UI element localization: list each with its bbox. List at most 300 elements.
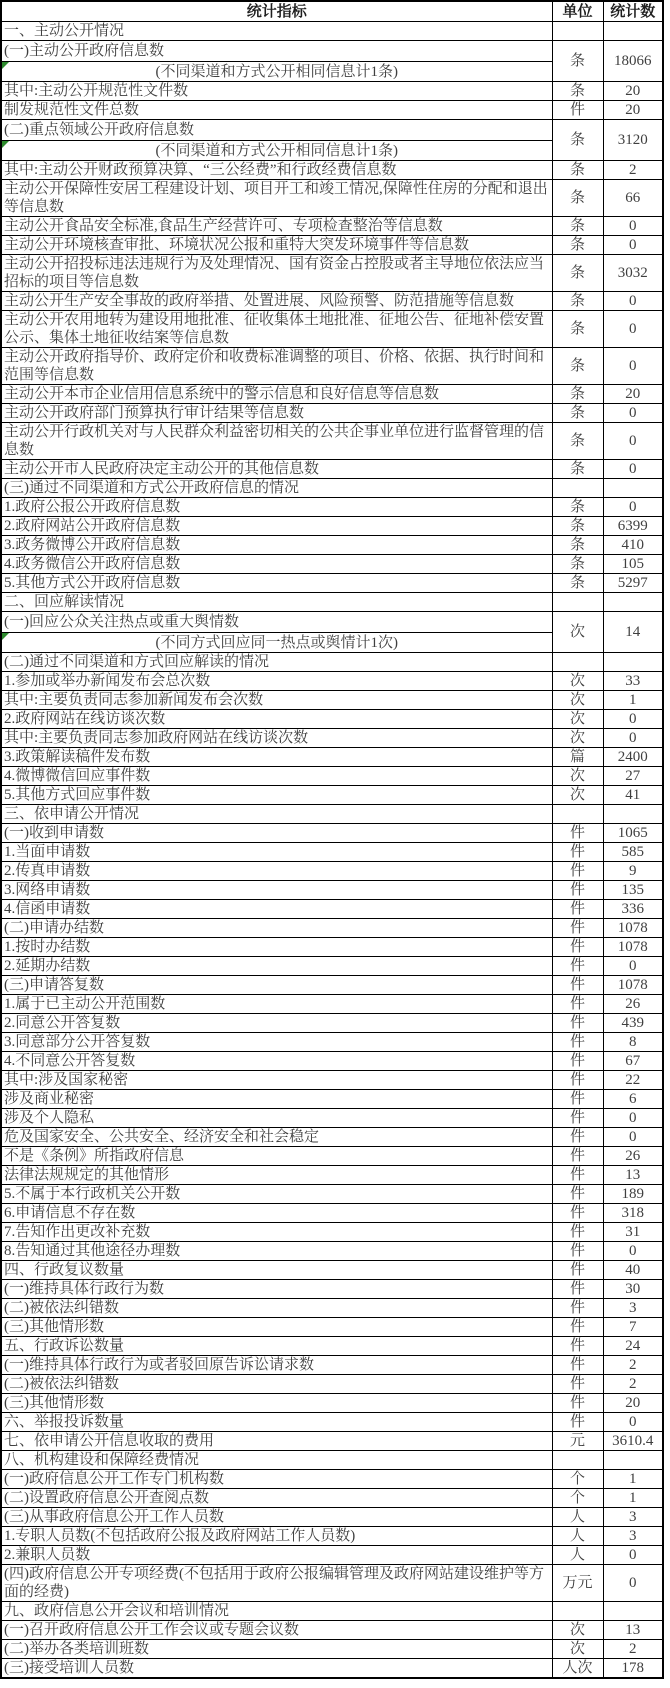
table-row — [1, 101, 663, 120]
value-cell: 0 — [603, 348, 663, 385]
table-row — [1, 1147, 663, 1166]
indicator-cell: 涉及商业秘密 — [1, 1090, 552, 1109]
unit-cell: 条 — [552, 498, 603, 517]
table-row — [1, 348, 663, 385]
indicator-cell: 主动公开生产安全事故的政府举措、处置进展、风险预警、防范措施等信息数 — [1, 292, 552, 311]
unit-cell: 人次 — [552, 1659, 603, 1679]
table-row — [1, 1204, 663, 1223]
unit-cell: 次 — [552, 612, 603, 653]
table-row — [1, 555, 663, 574]
indicator-cell: 3.网络申请数 — [1, 881, 552, 900]
value-cell: 0 — [603, 1109, 663, 1128]
unit-cell: 件 — [552, 900, 603, 919]
table-row — [1, 767, 663, 786]
unit-cell — [552, 593, 603, 612]
table-row — [1, 1242, 663, 1261]
table-row — [1, 1489, 663, 1508]
unit-cell: 件 — [552, 1166, 603, 1185]
stats-table-body — [1, 22, 663, 1679]
unit-cell — [552, 805, 603, 824]
indicator-cell: 2.兼职人员数 — [1, 1546, 552, 1565]
unit-cell — [552, 479, 603, 498]
indicator-cell: 1.当面申请数 — [1, 843, 552, 862]
table-row — [1, 881, 663, 900]
unit-cell: 件 — [552, 1090, 603, 1109]
value-cell: 135 — [603, 881, 663, 900]
indicator-cell: 1.政府公报公开政府信息数 — [1, 498, 552, 517]
table-row — [1, 255, 663, 292]
table-row — [1, 22, 663, 41]
table-row — [1, 995, 663, 1014]
value-cell: 0 — [603, 710, 663, 729]
indicator-cell: 其中:涉及国家秘密 — [1, 1071, 552, 1090]
unit-cell: 条 — [552, 536, 603, 555]
indicator-cell: 5.其他方式回应事件数 — [1, 786, 552, 805]
indicator-cell: 主动公开本市企业信用信息系统中的警示信息和良好信息等信息数 — [1, 385, 552, 404]
header-row — [1, 1, 663, 22]
indicator-cell: 主动公开政府指导价、政府定价和收费标准调整的项目、价格、依据、执行时间和范围等信息数 — [1, 348, 552, 385]
value-cell: 0 — [603, 1565, 663, 1602]
unit-cell: 件 — [552, 1394, 603, 1413]
value-cell: 0 — [603, 1413, 663, 1432]
table-row — [1, 498, 663, 517]
table-row — [1, 748, 663, 767]
value-cell: 6 — [603, 1090, 663, 1109]
table-row — [1, 710, 663, 729]
value-cell: 0 — [603, 292, 663, 311]
indicator-cell: 1.专职人员数(不包括政府公报及政府网站工作人员数) — [1, 1527, 552, 1546]
value-cell — [603, 653, 663, 672]
unit-cell: 条 — [552, 385, 603, 404]
indicator-cell: (一)政府信息公开工作专门机构数 — [1, 1470, 552, 1489]
unit-cell: 件 — [552, 1318, 603, 1337]
table-row — [1, 161, 663, 180]
indicator-cell: 其中:主要负责同志参加新闻发布会次数 — [1, 691, 552, 710]
value-cell: 0 — [603, 423, 663, 460]
table-row — [1, 1090, 663, 1109]
table-row — [1, 1659, 663, 1679]
unit-cell: 条 — [552, 120, 603, 161]
value-cell: 0 — [603, 957, 663, 976]
table-row — [1, 41, 663, 62]
unit-cell: 条 — [552, 311, 603, 348]
indicator-cell: 四、行政复议数量 — [1, 1261, 552, 1280]
indicator-cell: 法律法规规定的其他情形 — [1, 1166, 552, 1185]
unit-cell: 件 — [552, 1052, 603, 1071]
indicator-cell: 主动公开市人民政府决定主动公开的其他信息数 — [1, 460, 552, 479]
unit-cell: 件 — [552, 843, 603, 862]
indicator-cell: 4.微博微信回应事件数 — [1, 767, 552, 786]
table-row — [1, 1109, 663, 1128]
table-row — [1, 1621, 663, 1640]
indicator-cell: (一)召开政府信息公开工作会议或专题会议数 — [1, 1621, 552, 1640]
table-row — [1, 938, 663, 957]
table-row — [1, 1640, 663, 1659]
indicator-cell: 4.信函申请数 — [1, 900, 552, 919]
table-row — [1, 292, 663, 311]
value-cell: 41 — [603, 786, 663, 805]
table-row — [1, 82, 663, 101]
value-cell: 2 — [603, 161, 663, 180]
unit-cell: 条 — [552, 255, 603, 292]
unit-cell: 件 — [552, 101, 603, 120]
value-cell: 3 — [603, 1527, 663, 1546]
value-cell: 0 — [603, 729, 663, 748]
indicator-cell: 主动公开招投标违法违规行为及处理情况、国有资金占控股或者主导地位依法应当招标的项目等信息数 — [1, 255, 552, 292]
value-cell: 26 — [603, 1147, 663, 1166]
value-cell: 318 — [603, 1204, 663, 1223]
indicator-cell: (三)申请答复数 — [1, 976, 552, 995]
table-row — [1, 236, 663, 255]
indicator-cell: 一、主动公开情况 — [1, 22, 552, 41]
value-cell: 24 — [603, 1337, 663, 1356]
indicator-cell: 主动公开行政机关对与人民群众利益密切相关的公共企事业单位进行监督管理的信息数 — [1, 423, 552, 460]
indicator-cell: 三、依申请公开情况 — [1, 805, 552, 824]
value-cell: 0 — [603, 1128, 663, 1147]
value-cell — [603, 1451, 663, 1470]
value-cell: 14 — [603, 612, 663, 653]
indicator-cell: 六、举报投诉数量 — [1, 1413, 552, 1432]
indicator-cell: 主动公开环境核查审批、环境状况公报和重特大突发环境事件等信息数 — [1, 236, 552, 255]
table-row — [1, 919, 663, 938]
unit-cell: 件 — [552, 1071, 603, 1090]
header-indicator: 统计指标 — [1, 1, 552, 22]
table-row — [1, 1318, 663, 1337]
table-row — [1, 1375, 663, 1394]
table-row — [1, 479, 663, 498]
table-row — [1, 1432, 663, 1451]
unit-cell: 件 — [552, 1375, 603, 1394]
value-cell — [603, 1602, 663, 1621]
indicator-cell: (二)设置政府信息公开查阅点数 — [1, 1489, 552, 1508]
indicator-cell: 7.告知作出更改补充数 — [1, 1223, 552, 1242]
table-row — [1, 423, 663, 460]
indicator-cell: 其中:主动公开财政预算决算、“三公经费”和行政经费信息数 — [1, 161, 552, 180]
unit-cell: 个 — [552, 1489, 603, 1508]
indicator-cell: (三)其他情形数 — [1, 1318, 552, 1337]
unit-cell: 次 — [552, 672, 603, 691]
value-cell: 439 — [603, 1014, 663, 1033]
value-cell: 3120 — [603, 120, 663, 161]
indicator-cell: 七、依申请公开信息收取的费用 — [1, 1432, 552, 1451]
value-cell: 2 — [603, 1356, 663, 1375]
table-row — [1, 536, 663, 555]
table-row — [1, 1033, 663, 1052]
indicator-cell: 5.其他方式公开政府信息数 — [1, 574, 552, 593]
unit-cell: 条 — [552, 41, 603, 82]
unit-cell: 件 — [552, 957, 603, 976]
indicator-subnote-cell: (不同渠道和方式公开相同信息计1条) — [1, 62, 552, 82]
indicator-cell: 不是《条例》所指政府信息 — [1, 1147, 552, 1166]
value-cell: 2400 — [603, 748, 663, 767]
value-cell: 178 — [603, 1659, 663, 1679]
unit-cell: 次 — [552, 1621, 603, 1640]
unit-cell: 件 — [552, 881, 603, 900]
unit-cell: 件 — [552, 1413, 603, 1432]
value-cell: 9 — [603, 862, 663, 881]
unit-cell: 条 — [552, 517, 603, 536]
table-row — [1, 862, 663, 881]
table-row — [1, 1451, 663, 1470]
unit-cell: 次 — [552, 729, 603, 748]
table-row — [1, 217, 663, 236]
unit-cell — [552, 1451, 603, 1470]
unit-cell: 条 — [552, 217, 603, 236]
unit-cell: 万元 — [552, 1565, 603, 1602]
table-row — [1, 404, 663, 423]
table-row — [1, 1014, 663, 1033]
unit-cell: 件 — [552, 919, 603, 938]
unit-cell: 次 — [552, 786, 603, 805]
indicator-cell: 2.延期办结数 — [1, 957, 552, 976]
unit-cell: 人 — [552, 1508, 603, 1527]
value-cell: 0 — [603, 1546, 663, 1565]
value-cell: 6399 — [603, 517, 663, 536]
unit-cell: 条 — [552, 236, 603, 255]
unit-cell: 元 — [552, 1432, 603, 1451]
indicator-subnote-cell: (不同渠道和方式公开相同信息计1条) — [1, 141, 552, 161]
indicator-cell: 1.按时办结数 — [1, 938, 552, 957]
value-cell: 8 — [603, 1033, 663, 1052]
table-row — [1, 1299, 663, 1318]
value-cell: 20 — [603, 1394, 663, 1413]
value-cell: 20 — [603, 101, 663, 120]
value-cell: 1 — [603, 1489, 663, 1508]
table-row — [1, 311, 663, 348]
value-cell: 33 — [603, 672, 663, 691]
unit-cell: 条 — [552, 161, 603, 180]
indicator-cell: 1.参加或举办新闻发布会总次数 — [1, 672, 552, 691]
table-row — [1, 900, 663, 919]
value-cell: 66 — [603, 180, 663, 217]
value-cell: 0 — [603, 1242, 663, 1261]
indicator-cell: 危及国家安全、公共安全、经济安全和社会稳定 — [1, 1128, 552, 1147]
table-row — [1, 1261, 663, 1280]
unit-cell: 篇 — [552, 748, 603, 767]
indicator-cell: 其中:主动公开规范性文件数 — [1, 82, 552, 101]
value-cell: 1 — [603, 691, 663, 710]
value-cell: 20 — [603, 385, 663, 404]
indicator-cell: (二)被依法纠错数 — [1, 1299, 552, 1318]
indicator-cell: 5.不属于本行政机关公开数 — [1, 1185, 552, 1204]
value-cell: 0 — [603, 460, 663, 479]
unit-cell: 次 — [552, 691, 603, 710]
value-cell: 3032 — [603, 255, 663, 292]
indicator-cell: 主动公开农用地转为建设用地批准、征收集体土地批准、征地公告、征地补偿安置公示、集体土地征收结案等信息数 — [1, 311, 552, 348]
table-row — [1, 1508, 663, 1527]
indicator-cell: 五、行政诉讼数量 — [1, 1337, 552, 1356]
indicator-cell: (一)主动公开政府信息数 — [1, 41, 552, 62]
table-row — [1, 120, 663, 141]
unit-cell: 条 — [552, 180, 603, 217]
value-cell: 3 — [603, 1508, 663, 1527]
unit-cell: 人 — [552, 1527, 603, 1546]
table-row — [1, 729, 663, 748]
table-row — [1, 1527, 663, 1546]
value-cell: 0 — [603, 404, 663, 423]
value-cell: 1078 — [603, 938, 663, 957]
unit-cell: 件 — [552, 1033, 603, 1052]
unit-cell: 件 — [552, 976, 603, 995]
unit-cell: 件 — [552, 1223, 603, 1242]
table-row — [1, 593, 663, 612]
indicator-cell: 6.申请信息不存在数 — [1, 1204, 552, 1223]
indicator-cell: 3.政务微博公开政府信息数 — [1, 536, 552, 555]
value-cell: 30 — [603, 1280, 663, 1299]
value-cell: 3610.4 — [603, 1432, 663, 1451]
indicator-cell: (三)从事政府信息公开工作人员数 — [1, 1508, 552, 1527]
table-row — [1, 672, 663, 691]
value-cell: 189 — [603, 1185, 663, 1204]
indicator-cell: 主动公开政府部门预算执行审计结果等信息数 — [1, 404, 552, 423]
indicator-cell: (二)通过不同渠道和方式回应解读的情况 — [1, 653, 552, 672]
indicator-cell: 涉及个人隐私 — [1, 1109, 552, 1128]
indicator-cell: 其中:主要负责同志参加政府网站在线访谈次数 — [1, 729, 552, 748]
value-cell: 3 — [603, 1299, 663, 1318]
table-row — [1, 1356, 663, 1375]
indicator-cell: (三)通过不同渠道和方式公开政府信息的情况 — [1, 479, 552, 498]
value-cell: 13 — [603, 1166, 663, 1185]
unit-cell: 件 — [552, 862, 603, 881]
table-row — [1, 1546, 663, 1565]
value-cell: 27 — [603, 767, 663, 786]
indicator-cell: 主动公开保障性安居工程建设计划、项目开工和竣工情况,保障性住房的分配和退出等信息数 — [1, 180, 552, 217]
table-row — [1, 976, 663, 995]
unit-cell: 件 — [552, 1204, 603, 1223]
table-row — [1, 824, 663, 843]
indicator-cell: (二)申请办结数 — [1, 919, 552, 938]
indicator-cell: (三)其他情形数 — [1, 1394, 552, 1413]
unit-cell — [552, 653, 603, 672]
table-row — [1, 1470, 663, 1489]
header-value: 统计数 — [603, 1, 663, 22]
value-cell — [603, 22, 663, 41]
indicator-cell: (二)举办各类培训班数 — [1, 1640, 552, 1659]
table-row — [1, 1223, 663, 1242]
value-cell: 410 — [603, 536, 663, 555]
value-cell: 5297 — [603, 574, 663, 593]
value-cell: 67 — [603, 1052, 663, 1071]
unit-cell: 件 — [552, 1242, 603, 1261]
unit-cell: 条 — [552, 82, 603, 101]
table-row — [1, 1394, 663, 1413]
unit-cell: 件 — [552, 1299, 603, 1318]
table-row — [1, 1071, 663, 1090]
indicator-cell: 8.告知通过其他途径办理数 — [1, 1242, 552, 1261]
value-cell: 0 — [603, 217, 663, 236]
unit-cell: 件 — [552, 938, 603, 957]
unit-cell: 件 — [552, 995, 603, 1014]
table-row — [1, 1337, 663, 1356]
unit-cell — [552, 1602, 603, 1621]
unit-cell: 个 — [552, 1470, 603, 1489]
excel-flag-icon — [2, 62, 9, 69]
unit-cell: 件 — [552, 1356, 603, 1375]
value-cell: 40 — [603, 1261, 663, 1280]
table-row — [1, 612, 663, 633]
table-row — [1, 574, 663, 593]
indicator-cell: 八、机构建设和保障经费情况 — [1, 1451, 552, 1470]
table-row — [1, 805, 663, 824]
table-row — [1, 1185, 663, 1204]
value-cell: 1078 — [603, 919, 663, 938]
unit-cell: 件 — [552, 1147, 603, 1166]
value-cell: 1078 — [603, 976, 663, 995]
unit-cell: 条 — [552, 292, 603, 311]
unit-cell: 条 — [552, 423, 603, 460]
indicator-cell: 二、回应解读情况 — [1, 593, 552, 612]
indicator-cell: (二)重点领域公开政府信息数 — [1, 120, 552, 141]
table-row — [1, 786, 663, 805]
value-cell — [603, 479, 663, 498]
indicator-subnote-cell: (不同方式回应同一热点或舆情计1次) — [1, 633, 552, 653]
header-unit: 单位 — [552, 1, 603, 22]
unit-cell: 条 — [552, 348, 603, 385]
indicator-cell: 4.政务微信公开政府信息数 — [1, 555, 552, 574]
value-cell: 0 — [603, 311, 663, 348]
table-row — [1, 653, 663, 672]
excel-flag-icon — [2, 141, 9, 148]
value-cell: 13 — [603, 1621, 663, 1640]
value-cell: 105 — [603, 555, 663, 574]
unit-cell: 件 — [552, 824, 603, 843]
unit-cell: 条 — [552, 574, 603, 593]
table-row — [1, 180, 663, 217]
indicator-cell: (一)维持具体行政行为数 — [1, 1280, 552, 1299]
unit-cell: 条 — [552, 460, 603, 479]
value-cell: 1 — [603, 1470, 663, 1489]
table-row — [1, 1413, 663, 1432]
indicator-cell: 3.政策解读稿件发布数 — [1, 748, 552, 767]
unit-cell: 件 — [552, 1337, 603, 1356]
table-row — [1, 957, 663, 976]
unit-cell: 件 — [552, 1280, 603, 1299]
value-cell: 18066 — [603, 41, 663, 82]
unit-cell: 条 — [552, 404, 603, 423]
indicator-cell: (一)维持具体行政行为或者驳回原告诉讼请求数 — [1, 1356, 552, 1375]
indicator-cell: 1.属于已主动公开范围数 — [1, 995, 552, 1014]
value-cell — [603, 805, 663, 824]
table-row — [1, 1052, 663, 1071]
indicator-cell: (一)收到申请数 — [1, 824, 552, 843]
unit-cell: 件 — [552, 1185, 603, 1204]
indicator-cell: 2.传真申请数 — [1, 862, 552, 881]
value-cell — [603, 593, 663, 612]
excel-flag-icon — [2, 633, 9, 640]
table-row — [1, 1602, 663, 1621]
unit-cell: 次 — [552, 710, 603, 729]
unit-cell — [552, 22, 603, 41]
table-row — [1, 691, 663, 710]
unit-cell: 件 — [552, 1014, 603, 1033]
indicator-cell: 九、政府信息公开会议和培训情况 — [1, 1602, 552, 1621]
unit-cell: 件 — [552, 1128, 603, 1147]
indicator-cell: 制发规范性文件总数 — [1, 101, 552, 120]
unit-cell: 条 — [552, 555, 603, 574]
indicator-cell: (三)接受培训人员数 — [1, 1659, 552, 1679]
unit-cell: 人 — [552, 1546, 603, 1565]
indicator-cell: 主动公开食品安全标准,食品生产经营许可、专项检查整治等信息数 — [1, 217, 552, 236]
table-row — [1, 1166, 663, 1185]
value-cell: 31 — [603, 1223, 663, 1242]
value-cell: 2 — [603, 1640, 663, 1659]
indicator-cell: (二)被依法纠错数 — [1, 1375, 552, 1394]
unit-cell: 次 — [552, 1640, 603, 1659]
value-cell: 22 — [603, 1071, 663, 1090]
table-row — [1, 1128, 663, 1147]
unit-cell: 次 — [552, 767, 603, 786]
value-cell: 0 — [603, 498, 663, 517]
